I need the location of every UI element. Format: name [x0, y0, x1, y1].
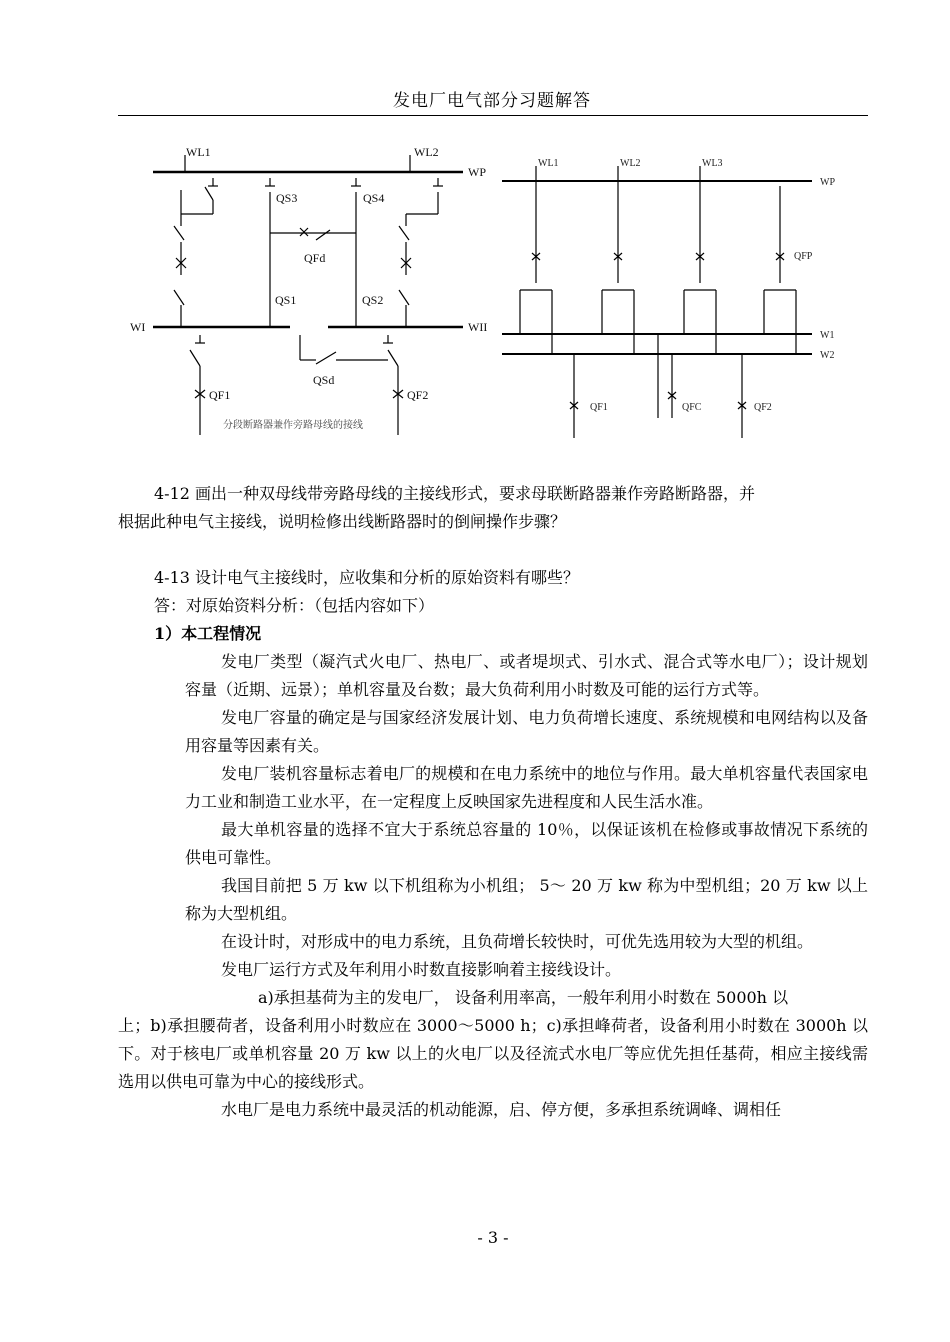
label-qfc: QFC — [682, 402, 702, 413]
label-wl2: WL2 — [414, 145, 439, 159]
label-wl1: WL1 — [186, 145, 211, 159]
paragraph: 最大单机容量的选择不宜大于系统总容量的 10％，以保证该机在检修或事故情况下系统的供电可靠性。 — [185, 820, 868, 867]
label-wl3-r: WL3 — [702, 158, 723, 169]
page-number: - 3 - — [477, 1228, 509, 1247]
question-4-12 — [118, 480, 868, 536]
label-wl1-r: WL1 — [538, 158, 559, 169]
right-diagram-svg — [498, 148, 868, 440]
paragraph: 发电厂容量的确定是与国家经济发展计划、电力负荷增长速度、系统规模和电网结构以及备用容量等因素有关。 — [185, 708, 868, 755]
label-wi: WI — [130, 320, 146, 334]
label-qf1: QF1 — [209, 388, 231, 402]
q412-line2: 根据此种电气主接线，说明检修出线断路器时的倒闸操作步骤？ — [118, 512, 567, 531]
label-qfp: QFP — [794, 251, 813, 262]
para-ab-rest: 上；b)承担腰荷者，设备利用小时数应在 3000～5000 h；c)承担峰荷者，设备利用小时数在 3000h 以下。对于核电厂或单机容量 20 万 kw 以上的火电厂以及径流式水电厂等应优先担任基荷，相应主接线需选用以供电可靠为中心的接线形式。 — [118, 1016, 868, 1091]
figure-caption: 分段断路器兼作旁路母线的接线 — [223, 420, 363, 431]
label-w1: W1 — [820, 330, 835, 341]
para-ab-line1: a)承担基荷为主的发电厂， 设备利用率高，一般年利用小时数在 5000h 以 — [258, 988, 789, 1007]
q413-body — [118, 648, 868, 984]
paragraph: 我国目前把 5 万 kw 以下机组称为小机组； 5～ 20 万 kw 称为中型机组；20 万 kw 以上称为大型机组。 — [185, 876, 868, 923]
label-qf1-r: QF1 — [590, 402, 608, 413]
left-diagram-svg — [118, 130, 498, 440]
label-qsd: QSd — [313, 373, 335, 387]
label-qs2: QS2 — [362, 293, 384, 307]
label-wl2-r: WL2 — [620, 158, 641, 169]
paragraph: 发电厂装机容量标志着电厂的规模和在电力系统中的地位与作用。最大单机容量代表国家电力工业和制造工业水平，在一定程度上反映国家先进程度和人民生活水准。 — [185, 764, 868, 811]
page-header-title: 发电厂电气部分习题解答 — [393, 91, 591, 111]
label-qf2: QF2 — [407, 388, 429, 402]
paragraph: 在设计时，对形成中的电力系统，且负荷增长较快时，可优先选用较为大型的机组。 — [221, 932, 814, 951]
left-wiring-diagram — [118, 130, 498, 440]
paragraph: 发电厂类型（凝汽式火电厂、热电厂、或者堤坝式、引水式、混合式等水电厂）；设计规划容量（近期、远景）；单机容量及台数；最大负荷利用小时数及可能的运行方式等。 — [185, 652, 868, 699]
q413-answer-intro: 答：对原始资料分析：（包括内容如下） — [154, 596, 435, 615]
q412-line1: 4-12 画出一种双母线带旁路母线的主接线形式，要求母联断路器兼作旁路断路器，并 — [154, 484, 756, 503]
label-wp: WP — [468, 165, 486, 179]
label-wp-r: WP — [820, 177, 835, 188]
label-qf2-r: QF2 — [754, 402, 772, 413]
question-4-13 — [118, 564, 868, 1124]
label-wii: WII — [468, 320, 488, 334]
label-qs3: QS3 — [276, 191, 298, 205]
label-qs1: QS1 — [275, 293, 297, 307]
right-wiring-diagram — [498, 148, 868, 440]
paragraph: 发电厂运行方式及年利用小时数直接影响着主接线设计。 — [221, 960, 622, 979]
paragraph-last: 水电厂是电力系统中最灵活的机动能源，启、停方便，多承担系统调峰、调相任 — [221, 1100, 782, 1119]
q413-last — [118, 1096, 868, 1124]
label-qfd: QFd — [304, 251, 326, 265]
label-w2: W2 — [820, 350, 835, 361]
label-qs4: QS4 — [363, 191, 385, 205]
header-rule — [118, 115, 868, 116]
q413-question: 4-13 设计电气主接线时，应收集和分析的原始资料有哪些？ — [154, 568, 580, 587]
q413-section-title: 1）本工程情况 — [154, 624, 262, 643]
